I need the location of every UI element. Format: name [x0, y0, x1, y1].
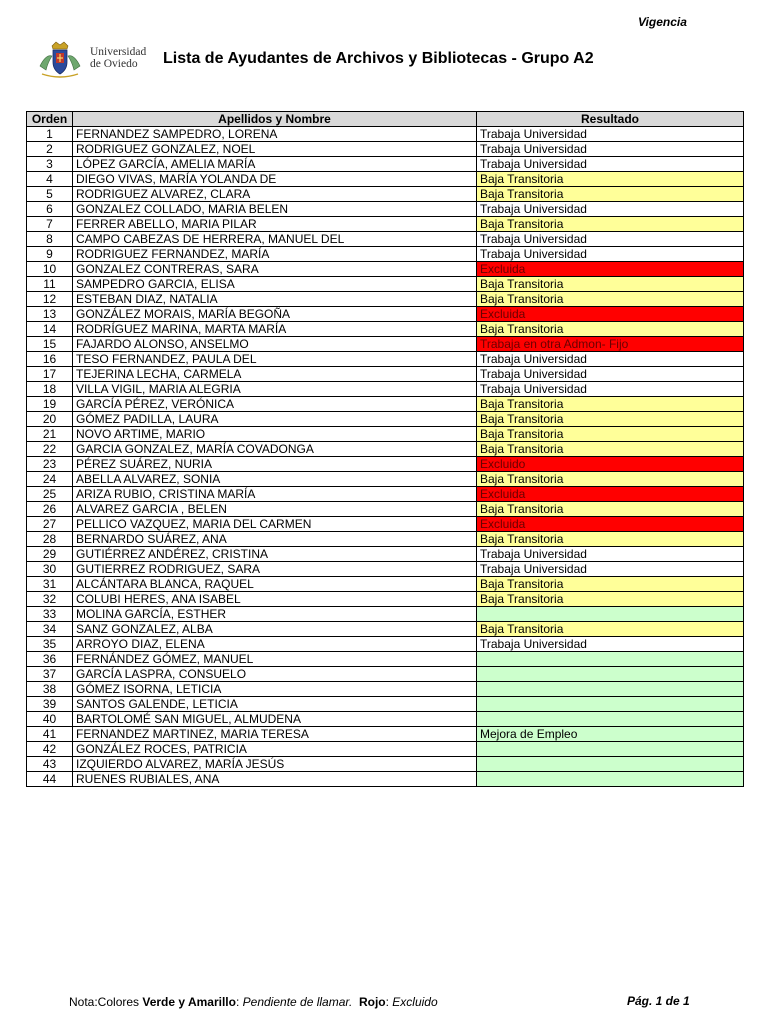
table-row [27, 397, 744, 412]
cell-nombre: COLUBI HERES, ANA ISABEL [73, 592, 477, 607]
cell-orden: 8 [27, 232, 73, 247]
cell-orden: 40 [27, 712, 73, 727]
cell-nombre: ALCÁNTARA BLANCA, RAQUEL [73, 577, 477, 592]
note-rojo: Rojo [358, 995, 386, 1009]
cell-resultado: Excluida [477, 262, 744, 277]
cell-nombre: GUTIERREZ RODRIGUEZ, SARA [73, 562, 477, 577]
table-row [27, 682, 744, 697]
cell-resultado: Trabaja Universidad [477, 247, 744, 262]
cell-orden: 37 [27, 667, 73, 682]
note-excluido: Excluido [392, 995, 438, 1009]
table-row [27, 337, 744, 352]
cell-resultado: Trabaja Universidad [477, 367, 744, 382]
cell-orden: 28 [27, 532, 73, 547]
cell-orden: 10 [27, 262, 73, 277]
table-row [27, 562, 744, 577]
cell-orden: 42 [27, 742, 73, 757]
cell-nombre: FERNANDEZ MARTINEZ, MARIA TERESA [73, 727, 477, 742]
cell-nombre: GONZÁLEZ MORAIS, MARÍA BEGOÑA [73, 307, 477, 322]
table-row [27, 592, 744, 607]
cell-nombre: MOLINA GARCÍA, ESTHER [73, 607, 477, 622]
table-row [27, 652, 744, 667]
cell-nombre: SANTOS GALENDE, LETICIA [73, 697, 477, 712]
table-row [27, 457, 744, 472]
cell-orden: 7 [27, 217, 73, 232]
table-row [27, 712, 744, 727]
table-row [27, 157, 744, 172]
cell-resultado: Trabaja Universidad [477, 637, 744, 652]
cell-nombre: GARCÍA LASPRA, CONSUELO [73, 667, 477, 682]
table-row [27, 307, 744, 322]
cell-orden: 43 [27, 757, 73, 772]
cell-orden: 41 [27, 727, 73, 742]
cell-orden: 17 [27, 367, 73, 382]
table-row [27, 232, 744, 247]
table-row [27, 622, 744, 637]
cell-orden: 44 [27, 772, 73, 787]
cell-orden: 13 [27, 307, 73, 322]
cell-resultado: Excluida [477, 307, 744, 322]
table-row [27, 697, 744, 712]
cell-nombre: FERNÁNDEZ GÓMEZ, MANUEL [73, 652, 477, 667]
cell-resultado: Mejora de Empleo [477, 727, 744, 742]
cell-orden: 23 [27, 457, 73, 472]
table-row [27, 172, 744, 187]
cell-nombre: GONZALEZ CONTRERAS, SARA [73, 262, 477, 277]
table-row [27, 532, 744, 547]
cell-nombre: BERNARDO SUÁREZ, ANA [73, 532, 477, 547]
table-row [27, 547, 744, 562]
cell-resultado: Baja Transitoria [477, 532, 744, 547]
note-sep-2 [352, 995, 359, 1009]
cell-resultado: Baja Transitoria [477, 622, 744, 637]
cell-nombre: FAJARDO ALONSO, ANSELMO [73, 337, 477, 352]
table-row [27, 577, 744, 592]
cell-nombre: ARROYO DIAZ, ELENA [73, 637, 477, 652]
cell-resultado [477, 712, 744, 727]
candidates-table [26, 111, 744, 787]
cell-orden: 5 [27, 187, 73, 202]
note-verde-amarillo: Verde y Amarillo [142, 995, 236, 1009]
cell-orden: 33 [27, 607, 73, 622]
cell-resultado: Baja Transitoria [477, 592, 744, 607]
cell-resultado: Baja Transitoria [477, 502, 744, 517]
cell-nombre: FERRER ABELLO, MARIA PILAR [73, 217, 477, 232]
cell-resultado: Baja Transitoria [477, 277, 744, 292]
logo-line-2: de Oviedo [90, 58, 138, 70]
cell-nombre: GARCIA GONZALEZ, MARÍA COVADONGA [73, 442, 477, 457]
table-row [27, 442, 744, 457]
note-sep-3: : [385, 995, 393, 1009]
cell-resultado [477, 697, 744, 712]
cell-resultado [477, 757, 744, 772]
cell-resultado: Trabaja Universidad [477, 127, 744, 142]
cell-resultado [477, 667, 744, 682]
cell-orden: 9 [27, 247, 73, 262]
cell-resultado: Baja Transitoria [477, 577, 744, 592]
cell-resultado: Trabaja Universidad [477, 202, 744, 217]
cell-resultado: Baja Transitoria [477, 442, 744, 457]
table-row [27, 127, 744, 142]
page-title: Lista de Ayudantes de Archivos y Bibliotecas - Grupo A2 [163, 50, 594, 67]
table-row [27, 727, 744, 742]
table-row [27, 352, 744, 367]
cell-orden: 26 [27, 502, 73, 517]
cell-resultado: Trabaja Universidad [477, 352, 744, 367]
cell-orden: 11 [27, 277, 73, 292]
cell-nombre: TEJERINA LECHA, CARMELA [73, 367, 477, 382]
cell-orden: 32 [27, 592, 73, 607]
table-row [27, 412, 744, 427]
cell-orden: 30 [27, 562, 73, 577]
cell-nombre: GÓMEZ PADILLA, LAURA [73, 412, 477, 427]
note-prefix: Nota:Colores [69, 995, 143, 1009]
cell-nombre: ARIZA RUBIO, CRISTINA MARÍA [73, 487, 477, 502]
note-sep-1: : [235, 995, 243, 1009]
table-row [27, 487, 744, 502]
table-row [27, 667, 744, 682]
cell-nombre: RODRÍGUEZ MARINA, MARTA MARÍA [73, 322, 477, 337]
cell-nombre: SANZ GONZALEZ, ALBA [73, 622, 477, 637]
table-row [27, 322, 744, 337]
table-row [27, 472, 744, 487]
cell-nombre: GARCÍA PÉREZ, VERÓNICA [73, 397, 477, 412]
cell-nombre: ESTEBAN DIAZ, NATALIA [73, 292, 477, 307]
cell-orden: 21 [27, 427, 73, 442]
column-header-orden: Orden [27, 112, 73, 127]
table-row [27, 772, 744, 787]
cell-resultado: Baja Transitoria [477, 427, 744, 442]
table-row [27, 517, 744, 532]
cell-nombre: SAMPEDRO GARCIA, ELISA [73, 277, 477, 292]
cell-resultado: Excluida [477, 517, 744, 532]
cell-resultado [477, 772, 744, 787]
table-row [27, 187, 744, 202]
table-row [27, 217, 744, 232]
cell-orden: 18 [27, 382, 73, 397]
table-header-row [27, 112, 744, 127]
cell-orden: 31 [27, 577, 73, 592]
table-row [27, 142, 744, 157]
cell-orden: 14 [27, 322, 73, 337]
cell-nombre: ALVAREZ GARCIA , BELEN [73, 502, 477, 517]
cell-nombre: RODRIGUEZ GONZALEZ, NOEL [73, 142, 477, 157]
table-body [27, 127, 744, 787]
cell-resultado: Baja Transitoria [477, 412, 744, 427]
cell-nombre: LÓPEZ GARCÍA, AMELIA MARÍA [73, 157, 477, 172]
cell-resultado [477, 742, 744, 757]
cell-resultado: Baja Transitoria [477, 217, 744, 232]
table-row [27, 367, 744, 382]
cell-orden: 16 [27, 352, 73, 367]
cell-resultado: Baja Transitoria [477, 292, 744, 307]
cell-orden: 35 [27, 637, 73, 652]
table-row [27, 202, 744, 217]
cell-orden: 1 [27, 127, 73, 142]
cell-nombre: GONZALEZ COLLADO, MARIA BELEN [73, 202, 477, 217]
cell-resultado: Trabaja en otra Admon- Fijo [477, 337, 744, 352]
cell-orden: 25 [27, 487, 73, 502]
table-row [27, 637, 744, 652]
cell-orden: 20 [27, 412, 73, 427]
cell-resultado [477, 607, 744, 622]
table-row [27, 247, 744, 262]
table-row [27, 757, 744, 772]
cell-resultado: Baja Transitoria [477, 472, 744, 487]
cell-orden: 38 [27, 682, 73, 697]
table-row [27, 607, 744, 622]
cell-orden: 27 [27, 517, 73, 532]
page-number: Pág. 1 de 1 [627, 994, 690, 1008]
table-row [27, 382, 744, 397]
cell-resultado: Trabaja Universidad [477, 547, 744, 562]
cell-nombre: GÓMEZ ISORNA, LETICIA [73, 682, 477, 697]
cell-nombre: ABELLA ALVAREZ, SONIA [73, 472, 477, 487]
cell-nombre: VILLA VIGIL, MARIA ALEGRIA [73, 382, 477, 397]
cell-orden: 3 [27, 157, 73, 172]
cell-orden: 12 [27, 292, 73, 307]
cell-orden: 6 [27, 202, 73, 217]
cell-orden: 24 [27, 472, 73, 487]
cell-orden: 4 [27, 172, 73, 187]
cell-orden: 34 [27, 622, 73, 637]
cell-resultado: Trabaja Universidad [477, 232, 744, 247]
cell-orden: 19 [27, 397, 73, 412]
cell-nombre: CAMPO CABEZAS DE HERRERA, MANUEL DEL [73, 232, 477, 247]
cell-resultado: Excluida [477, 487, 744, 502]
cell-nombre: PELLICO VAZQUEZ, MARIA DEL CARMEN [73, 517, 477, 532]
column-header-resultado: Resultado [477, 112, 744, 127]
cell-nombre: NOVO ARTIME, MARIO [73, 427, 477, 442]
table-row [27, 262, 744, 277]
note-pendiente: Pendiente de llamar. [242, 995, 353, 1009]
footer-note [69, 995, 438, 1009]
cell-nombre: RODRIGUEZ FERNANDEZ, MARÍA [73, 247, 477, 262]
cell-resultado [477, 682, 744, 697]
table-row [27, 292, 744, 307]
table-row [27, 277, 744, 292]
cell-nombre: DIEGO VIVAS, MARÍA YOLANDA DE [73, 172, 477, 187]
vigencia-label: Vigencia [638, 15, 687, 29]
cell-resultado: Baja Transitoria [477, 397, 744, 412]
university-logo-text [90, 46, 146, 70]
cell-orden: 29 [27, 547, 73, 562]
cell-resultado [477, 652, 744, 667]
cell-orden: 22 [27, 442, 73, 457]
cell-nombre: PÉREZ SUÁREZ, NURIA [73, 457, 477, 472]
cell-resultado: Baja Transitoria [477, 172, 744, 187]
cell-orden: 15 [27, 337, 73, 352]
cell-resultado: Trabaja Universidad [477, 142, 744, 157]
column-header-nombre: Apellidos y Nombre [73, 112, 477, 127]
cell-resultado: Baja Transitoria [477, 322, 744, 337]
university-crest-icon [32, 40, 88, 80]
cell-resultado: Trabaja Universidad [477, 382, 744, 397]
table-row [27, 427, 744, 442]
logo-line-1: Universidad [90, 46, 147, 58]
cell-resultado: Excluido [477, 457, 744, 472]
cell-nombre: GONZÁLEZ ROCES, PATRICIA [73, 742, 477, 757]
cell-nombre: BARTOLOMÉ SAN MIGUEL, ALMUDENA [73, 712, 477, 727]
cell-resultado: Trabaja Universidad [477, 157, 744, 172]
cell-resultado: Baja Transitoria [477, 187, 744, 202]
cell-orden: 39 [27, 697, 73, 712]
table-row [27, 502, 744, 517]
cell-nombre: FERNANDEZ SAMPEDRO, LORENA [73, 127, 477, 142]
cell-orden: 36 [27, 652, 73, 667]
university-logo [32, 40, 152, 80]
cell-resultado: Trabaja Universidad [477, 562, 744, 577]
cell-nombre: RODRIGUEZ ALVAREZ, CLARA [73, 187, 477, 202]
cell-nombre: RUENES RUBIALES, ANA [73, 772, 477, 787]
cell-nombre: TESO FERNANDEZ, PAULA DEL [73, 352, 477, 367]
cell-nombre: GUTIÉRREZ ANDÉREZ, CRISTINA [73, 547, 477, 562]
table-row [27, 742, 744, 757]
cell-orden: 2 [27, 142, 73, 157]
cell-nombre: IZQUIERDO ALVAREZ, MARÍA JESÚS [73, 757, 477, 772]
